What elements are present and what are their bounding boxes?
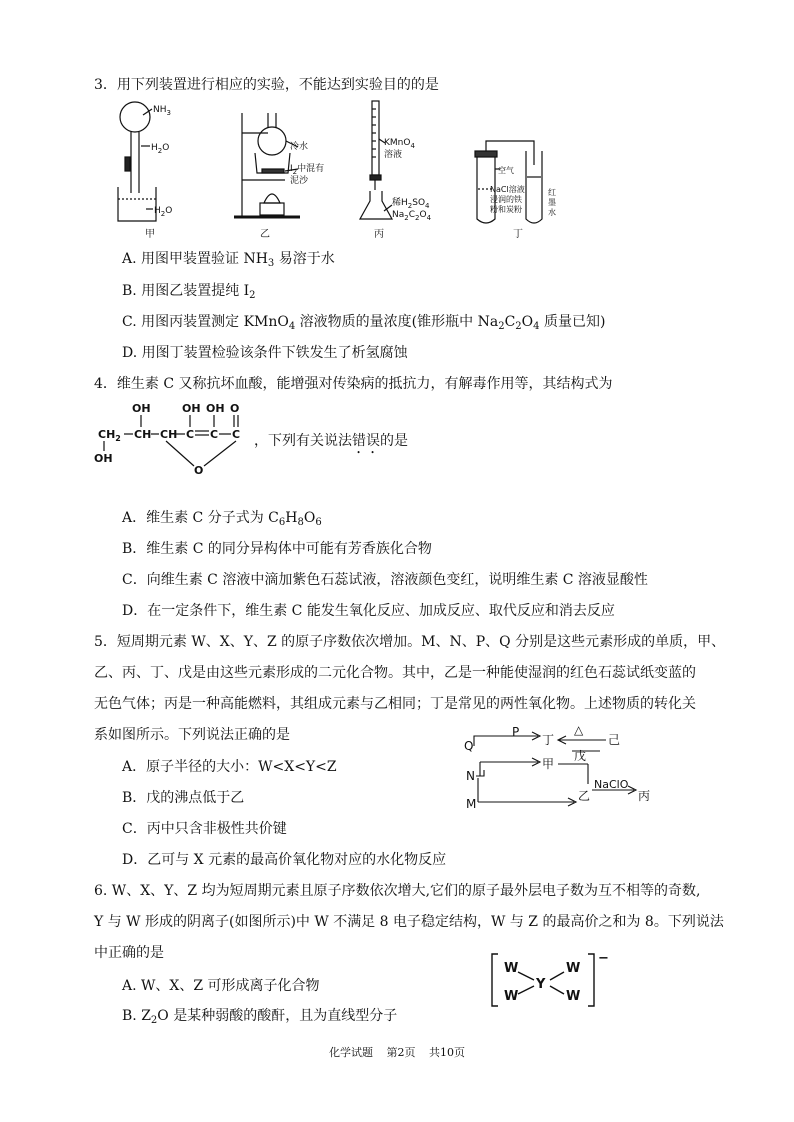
ion-w-1: W — [504, 961, 519, 976]
footer-subject: 化学试题 — [329, 1046, 373, 1059]
ion-y: Y — [536, 977, 546, 992]
q4-option-a: A．维生素 C 分子式为 $C_6H_8O_6$ — [122, 510, 322, 528]
q3-stem: 3．用下列装置进行相应的实验，不能达到实验目的的是 — [94, 77, 439, 93]
diag-delta: △ — [574, 723, 584, 737]
q6-line-2: Y 与 W 形成的阴离子(如图所示)中 W 不满足 8 电子稳定结构，W 与 Z 的最高价之和为 8。下列说法 — [94, 914, 724, 930]
label-nh3: $NH_3$ — [153, 105, 171, 117]
q4-question-tail: ，下列有关说法错误的是 — [254, 433, 408, 449]
q4-stem: 4．维生素 C 又称抗坏血酸，能增强对传染病的抵抗力，有解毒作用等，其结构式为 — [94, 376, 613, 392]
q4-option-b: B．维生素 C 的同分异构体中可能有芳香族化合物 — [122, 541, 432, 557]
diag-q: Q — [464, 739, 474, 753]
label-red-ink-2: 墨 — [548, 198, 556, 207]
struct-ch-2: CH — [160, 428, 178, 441]
caption-jia: 甲 — [145, 229, 155, 240]
q5-option-a: A．原子半径的大小：W<X<Y<Z — [122, 759, 337, 775]
ion-w-2: W — [504, 989, 519, 1004]
label-sand: 泥沙 — [290, 176, 309, 186]
struct-ring-o: O — [194, 464, 204, 477]
struct-oh-2: OH — [182, 402, 201, 415]
q5-line-2: 乙、丙、丁、戊是由这些元素形成的二元化合物。其中，乙是一种能使湿润的红色石蕊试纸变蓝的 — [94, 665, 696, 681]
q3-option-b: B. 用图乙装置提纯 $I_2$ — [122, 283, 256, 301]
q3-apparatus-figure — [0, 95, 794, 345]
q4-option-d: D．在一定条件下，维生素 C 能发生氧化反应、加成反应、取代反应和消去反应 — [122, 603, 615, 619]
diag-z: 乙 — [578, 789, 591, 803]
diag-wu: 戊 — [574, 749, 587, 763]
label-red-ink-1: 红 — [548, 188, 556, 197]
footer-page: 第2页 — [386, 1046, 416, 1059]
ion-w-3: W — [566, 961, 581, 976]
q5-option-d: D．乙可与 X 元素的最高价氧化物对应的水化物反应 — [122, 852, 447, 868]
diag-naclo: NaClO — [594, 778, 629, 791]
struct-o-top: O — [230, 402, 240, 415]
q6-line-3: 中正确的是 — [94, 945, 164, 961]
struct-oh-1: OH — [132, 402, 151, 415]
ion-charge: − — [598, 951, 609, 966]
apparatus-bing — [360, 101, 392, 219]
footer-total: 共10页 — [429, 1046, 465, 1059]
struct-oh-bottom: OH — [94, 452, 113, 465]
diag-ji: 己 — [608, 733, 621, 747]
q5-option-c: C．丙中只含非极性共价键 — [122, 821, 287, 837]
caption-bing: 丙 — [374, 229, 384, 240]
q5-line-4: 系如图所示。下列说法正确的是 — [94, 727, 290, 743]
q5-option-b: B．戊的沸点低于乙 — [122, 790, 245, 806]
label-red-ink-3: 水 — [548, 208, 556, 217]
struct-oh-3: OH — [206, 402, 225, 415]
diag-ding: 丁 — [542, 733, 555, 747]
struct-c-3: C — [232, 428, 241, 441]
label-na2c2o4: $Na_2C_2O_4$ — [392, 210, 432, 222]
label-nacl-3: 粉和炭粉 — [490, 205, 522, 214]
q5-conversion-diagram — [460, 722, 700, 812]
label-i2-sand: $I_2$中混有 — [290, 164, 325, 176]
label-cold-water: 冷水 — [290, 142, 309, 152]
q4-option-c: C．向维生素 C 溶液中滴加紫色石蕊试液，溶液颜色变红，说明维生素 C 溶液显酸性 — [122, 572, 648, 588]
diag-m: M — [466, 797, 477, 811]
q5-line-3: 无色气体；丙是一种高能燃料，其组成元素与乙相同；丁是常见的两性氧化物。上述物质的转化关 — [94, 696, 696, 712]
q5-line-1: 5．短周期元素 W、X、Y、Z 的原子序数依次增加。M、N、P、Q 分别是这些元素形成的单质，甲、 — [94, 634, 726, 650]
struct-ch2: $CH_2$ — [98, 428, 121, 443]
label-h2o-bottom: $H_2O$ — [154, 206, 173, 218]
q6-option-a: A. W、X、Z 可形成离子化合物 — [122, 978, 320, 994]
label-nacl-1: NaCl溶液 — [490, 185, 525, 194]
q6-line-1: 6. W、X、Y、Z 均为短周期元素且原子序数依次增大,它们的原子最外层电子数为互不相等的奇数, — [94, 883, 701, 899]
caption-ding: 丁 — [513, 229, 523, 240]
q6-option-b: B. $Z_2O$ 是某种弱酸的酸酐，且为直线型分子 — [122, 1008, 398, 1026]
struct-c-1: C — [186, 428, 195, 441]
ion-w-4: W — [566, 989, 581, 1004]
q3-option-d: D. 用图丁装置检验该条件下铁发生了析氢腐蚀 — [122, 345, 408, 361]
label-solution: 溶液 — [384, 150, 403, 160]
label-h2o-top: $H_2O$ — [151, 143, 170, 155]
struct-ch-1: CH — [134, 428, 152, 441]
q3-option-c: C. 用图丙装置测定 KMnO$_4$ 溶液物质的量浓度(锥形瓶中 $Na_2C_2O_4$ 质量已知) — [122, 314, 606, 332]
struct-c-2: C — [210, 428, 219, 441]
diag-p: P — [512, 725, 520, 739]
label-nacl-2: 浸润的铁 — [490, 195, 522, 204]
label-kmno4: KMnO$_4$ — [384, 138, 415, 150]
q6-anion-structure — [488, 950, 618, 1010]
diag-n: N — [466, 769, 475, 783]
page-footer — [0, 1044, 794, 1060]
q3-option-a: A. 用图甲装置验证 $NH_3$ 易溶于水 — [122, 251, 335, 269]
label-dilute-h2so4: 稀$H_2SO_4$ — [392, 198, 430, 210]
label-air: 空气 — [498, 166, 514, 175]
diag-bing: 丙 — [638, 789, 651, 803]
caption-yi: 乙 — [260, 229, 270, 240]
diag-jia: 甲 — [542, 757, 555, 771]
apparatus-jia — [118, 102, 156, 221]
